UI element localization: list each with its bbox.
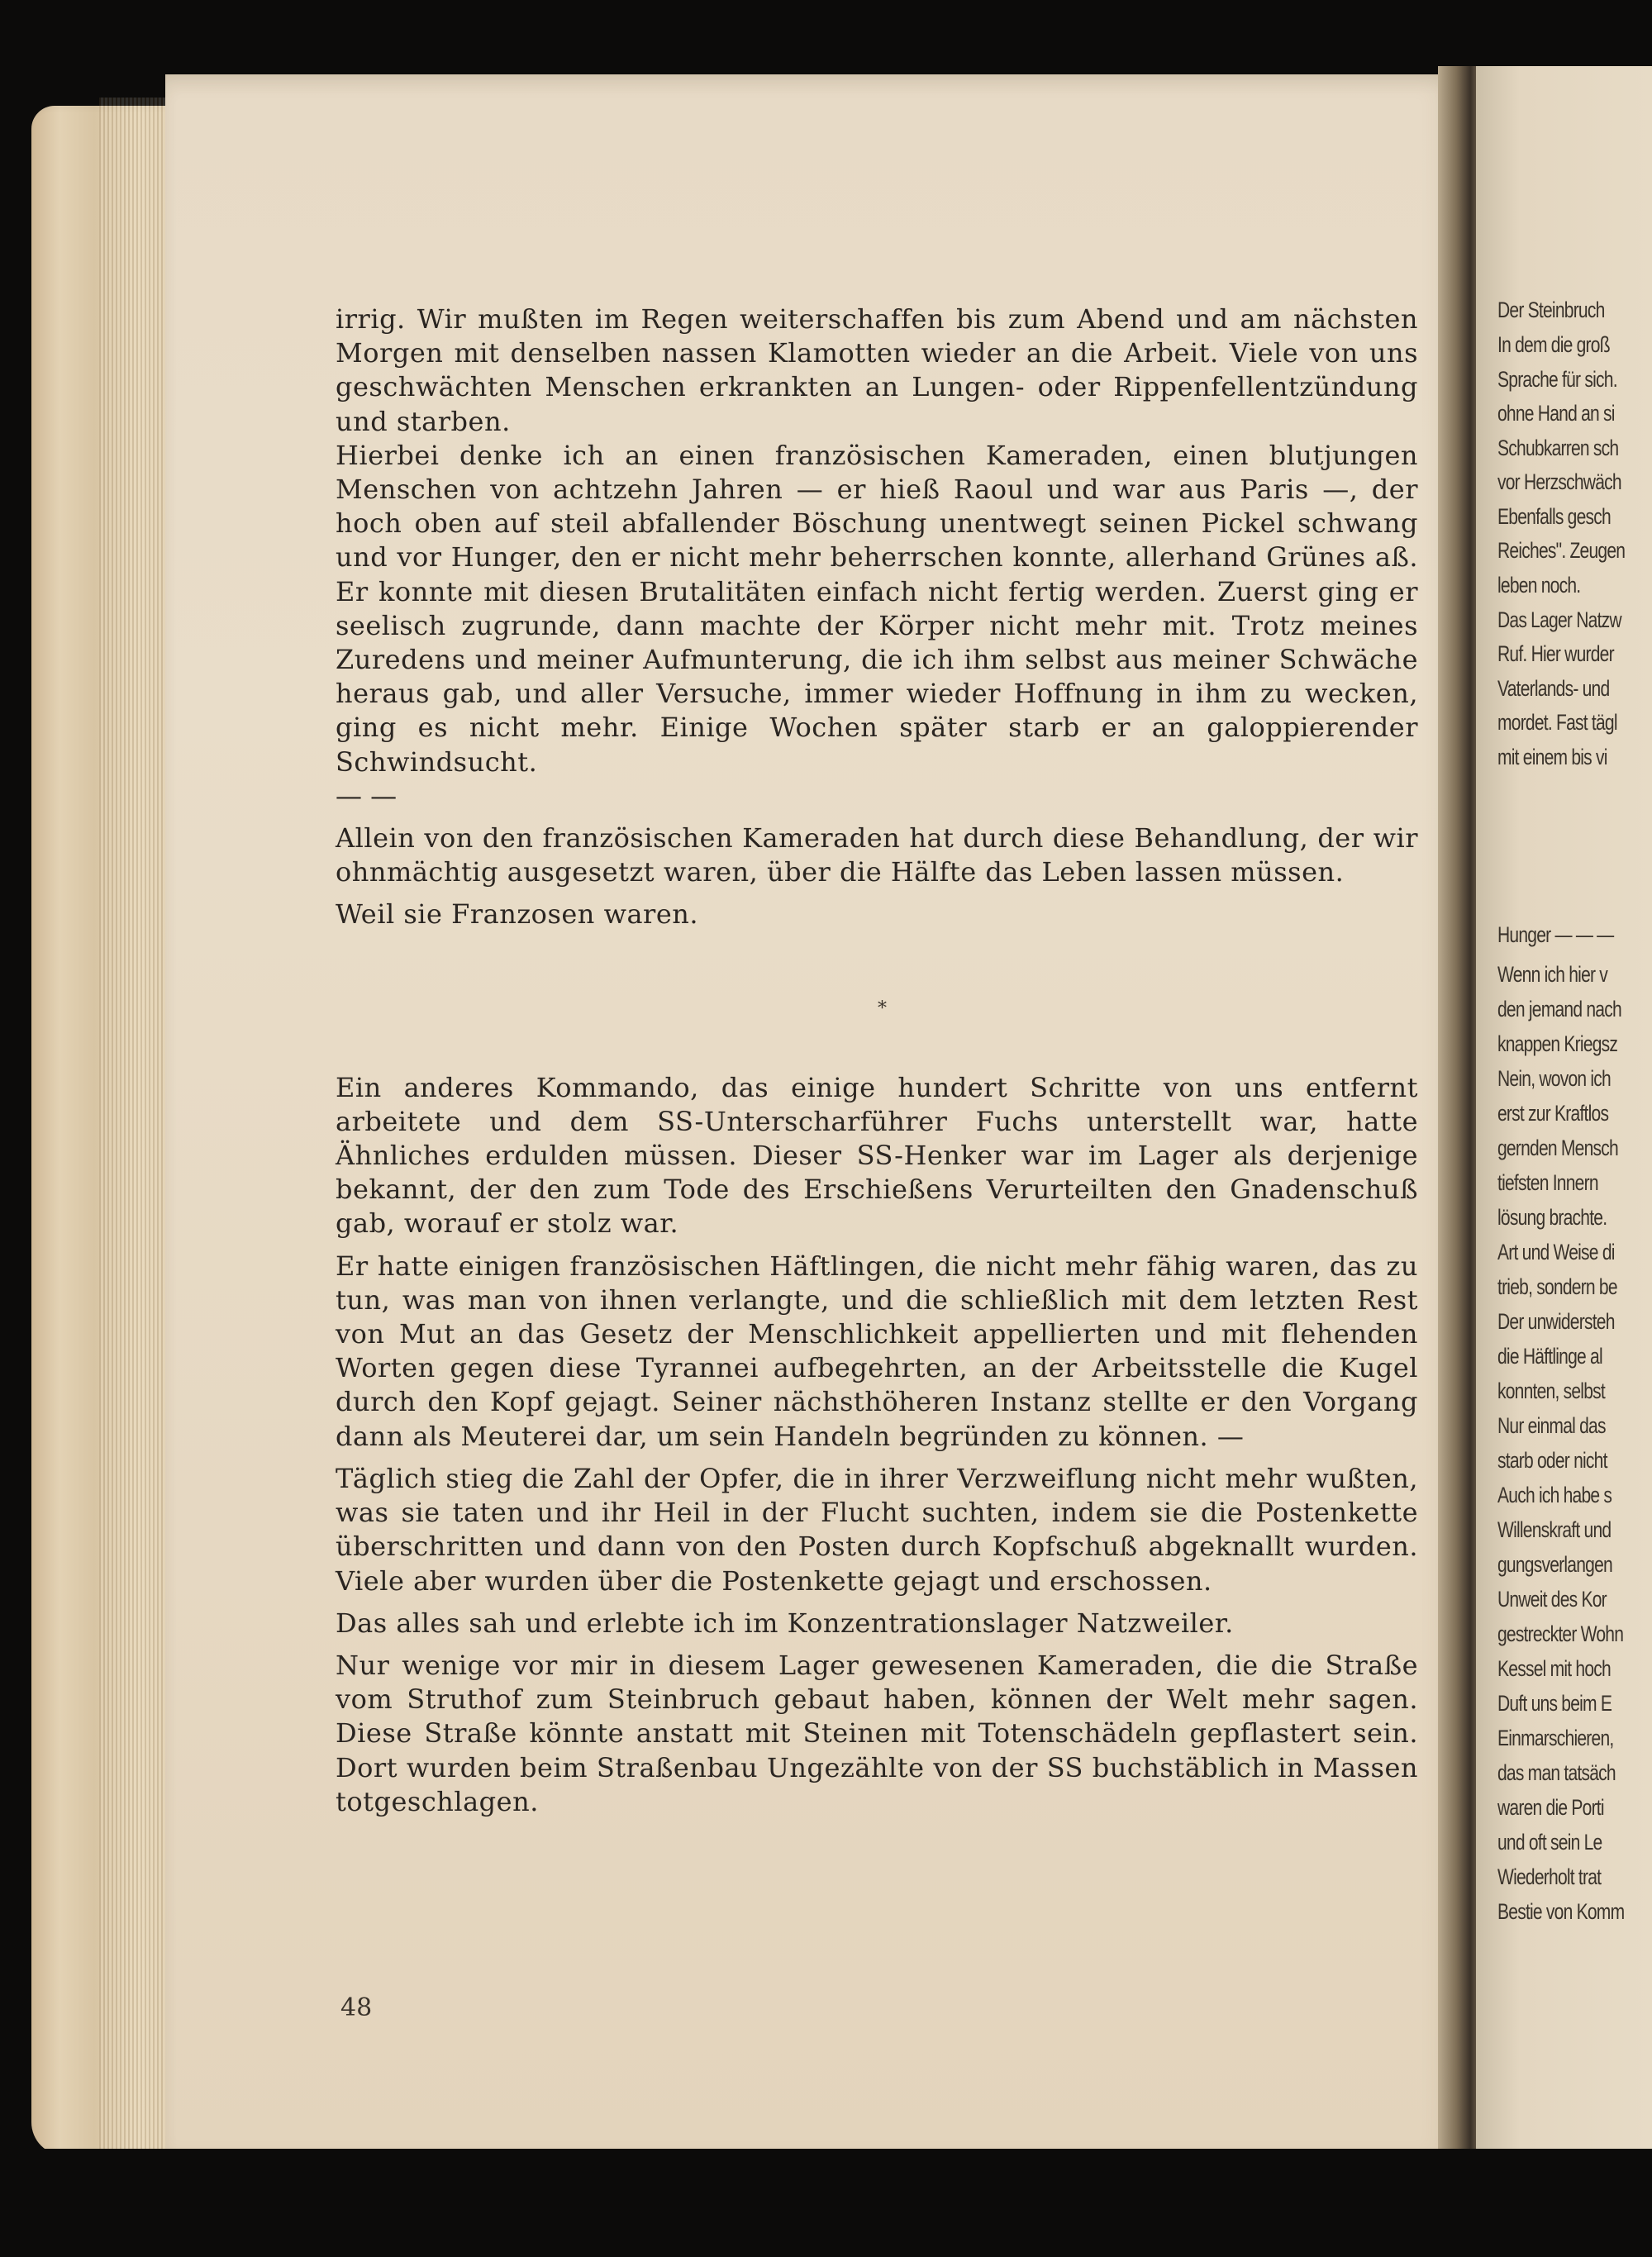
paragraph: Nur wenige vor mir in diesem Lager gewesenen Kameraden, die die Straße vom Struthof zum Steinbruch gebaut haben, können der Welt mehr sagen. Diese Straße könnte anstatt mit Steinen mit Totenschädeln gepflastert sein. Dort wurden beim Straßenbau Ungezählte von der SS buchstäblich in Massen totgeschlagen. <box>336 1649 1418 1817</box>
right-line: Wenn ich hier v <box>1497 962 1608 987</box>
right-line: Duft uns beim E <box>1497 1691 1612 1716</box>
right-line: lösung brachte. <box>1497 1205 1607 1230</box>
right-page <box>1476 66 1652 2182</box>
paragraph: irrig. Wir mußten im Regen weiterschaffen bis zum Abend und am nächsten Morgen mit denselben nassen Klamotten wieder an die Arbeit. Viele von uns geschwächten Menschen erkrankten an Lungen- oder Rippenfellentzündung und starben. <box>336 303 1418 437</box>
paragraph: Allein von den französischen Kameraden hat durch diese Behandlung, der wir ohnmächtig ausgesetzt waren, über die Hälfte das Leben lassen müssen. <box>336 822 1418 888</box>
right-line: Auch ich habe s <box>1497 1483 1612 1507</box>
right-line: und oft sein Le <box>1497 1830 1602 1855</box>
right-line: erst zur Kraftlos <box>1497 1101 1609 1126</box>
paragraph: Täglich stieg die Zahl der Opfer, die in ihrer Verzweiflung nicht mehr wußten, was sie taten und ihr Heil in der Flucht suchten, indem sie die Postenkette überschritten und dann von den Posten durch Kopfschuß abgeknallt wurden. Viele aber wurden über die Postenkette gejagt und erschossen. <box>336 1462 1418 1597</box>
paragraph: Hierbei denke ich an einen französischen Kameraden, einen blutjungen Menschen von achtzehn Jahren — er hieß Raoul und war aus Paris —, der hoch oben auf steil abfallender Böschung unentwegt seinen Pickel schwang und vor Hunger, den er nicht mehr beherrschen konnte, allerhand Grünes aß. Er konnte mit diesen Brutalitäten einfach nicht fertig werden. Zuerst ging er seelisch zugrunde, dann machte der Körper nicht mehr mit. Trotz meines Zuredens und meiner Aufmunterung, die ich ihm selbst aus meiner Schwäche heraus gab, und aller Versuche, immer wieder Hoffnung in ihm zu wecken, ging es nicht mehr. Einige Wochen später starb er an galoppierender Schwindsucht. <box>336 439 1418 778</box>
right-line: Der unwidersteh <box>1497 1309 1615 1334</box>
right-line: Das Lager Natzw <box>1497 607 1621 632</box>
right-line: Unweit des Kor <box>1497 1587 1607 1612</box>
right-line: Einmarschieren, <box>1497 1726 1614 1750</box>
right-line: Art und Weise di <box>1497 1240 1615 1264</box>
right-line: Wiederholt trat <box>1497 1864 1602 1889</box>
right-line: Schubkarren sch <box>1497 436 1619 460</box>
page-body <box>336 302 1418 1819</box>
right-line: den jemand nach <box>1497 997 1621 1021</box>
page-number: 48 <box>340 1993 373 2022</box>
paragraph: Ein anderes Kommando, das einige hundert Schritte von uns entfernt arbeitete und dem SS-Unterscharführer Fuchs unterstellt war, hatte Ähnliches erdulden müssen. Dieser SS-Henker war im Lager als derjenige bekannt, der den zum Tode des Erschießens Verurteilten den Gnadenschuß gab, worauf er stolz war. <box>336 1071 1418 1240</box>
right-line: gestreckter Wohn <box>1497 1621 1624 1646</box>
right-line: gernden Mensch <box>1497 1136 1618 1160</box>
right-line: trieb, sondern be <box>1497 1274 1617 1299</box>
separator-dashes: — — <box>336 779 398 812</box>
background-bottom <box>0 2149 1652 2257</box>
right-line: mordet. Fast tägl <box>1497 710 1617 735</box>
right-line: Ebenfalls gesch <box>1497 504 1611 529</box>
right-line: vor Herzschwäch <box>1497 469 1621 494</box>
right-line: konnten, selbst <box>1497 1378 1605 1403</box>
right-line: Ruf. Hier wurder <box>1497 641 1614 666</box>
right-line: Der Steinbruch <box>1497 298 1605 322</box>
right-line: Nein, wovon ich <box>1497 1066 1611 1091</box>
right-line: mit einem bis vi <box>1497 745 1607 769</box>
right-line: knappen Kriegsz <box>1497 1031 1618 1056</box>
right-line: ohne Hand an si <box>1497 401 1615 426</box>
right-line: Vaterlands- und <box>1497 676 1610 701</box>
right-line: das man tatsäch <box>1497 1760 1616 1785</box>
right-line: waren die Porti <box>1497 1795 1604 1820</box>
right-line: Hunger — — — <box>1497 922 1614 947</box>
right-line: Reiches". Zeugen <box>1497 538 1626 563</box>
right-line: Kessel mit hoch <box>1497 1656 1611 1681</box>
right-line: starb oder nicht <box>1497 1448 1607 1473</box>
right-line: Bestie von Komm <box>1497 1899 1625 1924</box>
paragraph: Er hatte einigen französischen Häftlingen, die nicht mehr fähig waren, das zu tun, was man von ihnen verlangte, und die schließlich mit dem letzten Rest von Mut an das Gesetz der Menschlichkeit appellierten und mit flehenden Worten gegen diese Tyrannei aufbegehrten, an der Arbeitsstelle die Kugel durch den Kopf gejagt. Seiner nächsthöheren Instanz stellte er den Vorgang dann als Meuterei dar, um sein Handeln begründen zu können. — <box>336 1250 1418 1452</box>
right-line: In dem die groß <box>1497 332 1610 357</box>
right-line: gungsverlangen <box>1497 1552 1612 1577</box>
right-line: leben noch. <box>1497 573 1581 598</box>
right-line: Willenskraft und <box>1497 1517 1612 1542</box>
right-line: tiefsten Innern <box>1497 1170 1598 1195</box>
section-break-asterisk: * <box>878 998 887 1019</box>
right-line: Nur einmal das <box>1497 1413 1606 1438</box>
paragraph: Das alles sah und erlebte ich im Konzentrationslager Natzweiler. <box>336 1607 1234 1639</box>
right-line: Sprache für sich. <box>1497 367 1617 392</box>
right-line: die Häftlinge al <box>1497 1344 1602 1369</box>
paragraph: Weil sie Franzosen waren. <box>336 898 699 931</box>
